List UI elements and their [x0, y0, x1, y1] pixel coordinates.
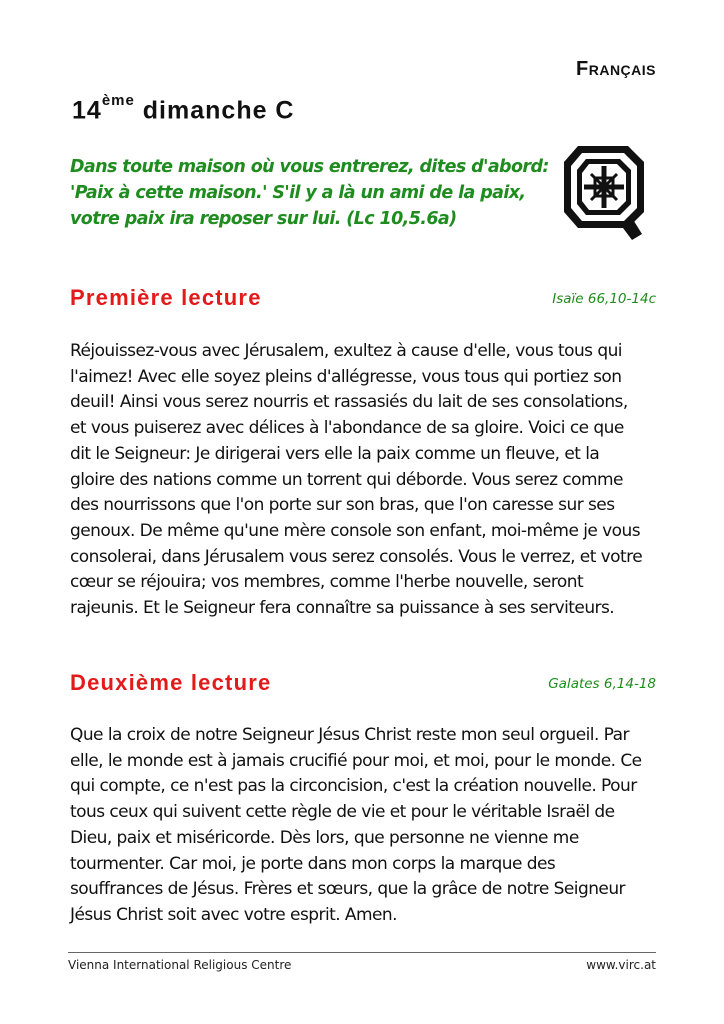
text-line: Réjouissez-vous avec Jérusalem, exultez à cause d'elle, vous tous qui: [70, 341, 622, 361]
text-line: souffrances de Jésus. Frères et sœurs, que la grâce de notre Seigneur: [70, 879, 625, 900]
footer-divider: [68, 952, 656, 953]
text-line: genoux. De même qu'une mère console son enfant, moi-même je vous: [70, 520, 641, 541]
text-line: tous ceux qui suivent cette règle de vie et pour le véritable Israël de: [70, 802, 615, 823]
text-line: des nourrissons que l'on porte sur son bras, que l'on caresse sur ses: [70, 495, 615, 516]
text-line: gloire des nations comme un torrent qui déborde. Vous serez comme: [70, 469, 623, 490]
text-line: l'aimez! Avec elle soyez pleins d'allégresse, vous tous qui portiez son: [70, 366, 622, 387]
text-line: rajeunis. Et le Seigneur fera connaître sa puissance à ses serviteurs.: [70, 598, 615, 619]
title-number: 14: [72, 96, 102, 125]
first-reading-reference: Isaïe 66,10-14c: [552, 291, 656, 307]
text-line: cœur se réjouira; vos membres, comme l'herbe nouvelle, seront: [70, 572, 584, 593]
quote-line: 'Paix à cette maison.' S'il y a là un ami de la paix,: [70, 183, 526, 203]
title-rest: dimanche C: [134, 96, 295, 125]
text-line: elle, le monde est à jamais crucifié pour moi, et moi, pour le monde. Ce: [70, 750, 642, 771]
text-line: qui compte, ce n'est pas la circoncision, c'est la création nouvelle. Pour: [70, 776, 637, 797]
language-label: Français: [576, 58, 656, 80]
second-reading-reference: Galates 6,14-18: [548, 676, 656, 692]
footer-website: www.virc.at: [586, 958, 656, 972]
gospel-quote: [70, 154, 549, 232]
virc-logo-icon: [562, 144, 646, 244]
quote-line: votre paix ira reposer sur lui. (Lc 10,5.6a): [70, 209, 457, 229]
first-reading-text: [70, 339, 670, 622]
text-line: deuil! Ainsi vous serez nourris et rassasiés du lait de ses consolations,: [70, 392, 628, 413]
text-line: et vous puiserez avec délices à l'abondance de sa gloire. Voici ce que: [70, 418, 624, 439]
quote-line: Dans toute maison où vous entrerez, dites d'abord:: [70, 157, 549, 177]
text-line: Jésus Christ soit avec votre esprit. Amen.: [70, 904, 398, 925]
second-reading-heading: Deuxième lecture: [70, 670, 272, 695]
text-line: tourmenter. Car moi, je porte dans mon corps la marque des: [70, 853, 556, 874]
text-line: consolerai, dans Jérusalem vous serez consolés. Vous le verrez, et votre: [70, 546, 643, 567]
second-reading-text: [70, 723, 670, 929]
title-superscript: ème: [101, 92, 135, 109]
text-line: Dieu, paix et miséricorde. Dès lors, que personne ne vienne me: [70, 827, 579, 848]
page-title: [72, 92, 295, 125]
text-line: Que la croix de notre Seigneur Jésus Christ reste mon seul orgueil. Par: [70, 725, 629, 745]
first-reading-heading: Première lecture: [70, 285, 262, 310]
footer-organization: Vienna International Religious Centre: [68, 958, 292, 972]
text-line: dit le Seigneur: Je dirigerai vers elle la paix comme un fleuve, et la: [70, 443, 600, 464]
